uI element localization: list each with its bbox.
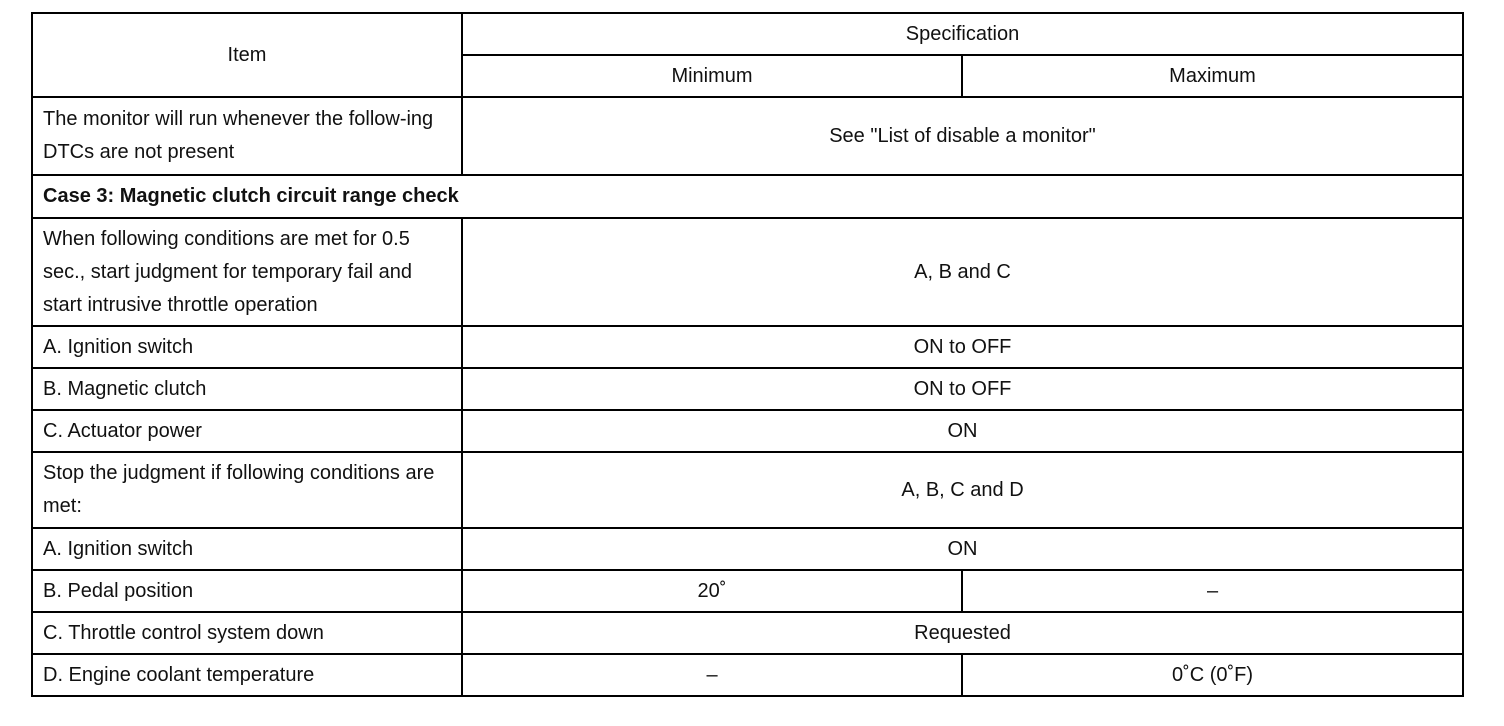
row-item: C. Throttle control system down — [32, 612, 462, 654]
row-spec: ON — [462, 528, 1463, 570]
row-item: A. Ignition switch — [32, 326, 462, 368]
row-min: – — [462, 654, 962, 696]
row-spec: Requested — [462, 612, 1463, 654]
specification-table — [31, 12, 1464, 697]
table-row — [32, 368, 1463, 410]
table-row — [32, 326, 1463, 368]
row-spec: ON to OFF — [462, 368, 1463, 410]
row-item: When following conditions are met for 0.5 sec., start judgment for temporary fail and start intrusive throttle operation — [32, 218, 462, 326]
table-row — [32, 410, 1463, 452]
table-row — [32, 654, 1463, 696]
section-row — [32, 175, 1463, 218]
table-row — [32, 528, 1463, 570]
table-row — [32, 218, 1463, 326]
row-item: D. Engine coolant temperature — [32, 654, 462, 696]
header-item: Item — [32, 13, 462, 97]
row-spec: ON — [462, 410, 1463, 452]
table-row — [32, 97, 1463, 175]
header-maximum: Maximum — [962, 55, 1463, 97]
row-max: 0˚C (0˚F) — [962, 654, 1463, 696]
row-min: 20˚ — [462, 570, 962, 612]
row-spec: A, B, C and D — [462, 452, 1463, 528]
table-row — [32, 452, 1463, 528]
table-row — [32, 612, 1463, 654]
row-item: Stop the judgment if following conditions are met: — [32, 452, 462, 528]
section-title: Case 3: Magnetic clutch circuit range check — [32, 175, 1463, 218]
row-spec: A, B and C — [462, 218, 1463, 326]
row-spec: ON to OFF — [462, 326, 1463, 368]
header-minimum: Minimum — [462, 55, 962, 97]
row-item: The monitor will run whenever the follow-ing DTCs are not present — [32, 97, 462, 175]
row-max: – — [962, 570, 1463, 612]
row-item: B. Magnetic clutch — [32, 368, 462, 410]
header-row — [32, 13, 1463, 55]
row-item: B. Pedal position — [32, 570, 462, 612]
table-row — [32, 570, 1463, 612]
row-item: A. Ignition switch — [32, 528, 462, 570]
header-specification: Specification — [462, 13, 1463, 55]
row-spec: See "List of disable a monitor" — [462, 97, 1463, 175]
row-item: C. Actuator power — [32, 410, 462, 452]
